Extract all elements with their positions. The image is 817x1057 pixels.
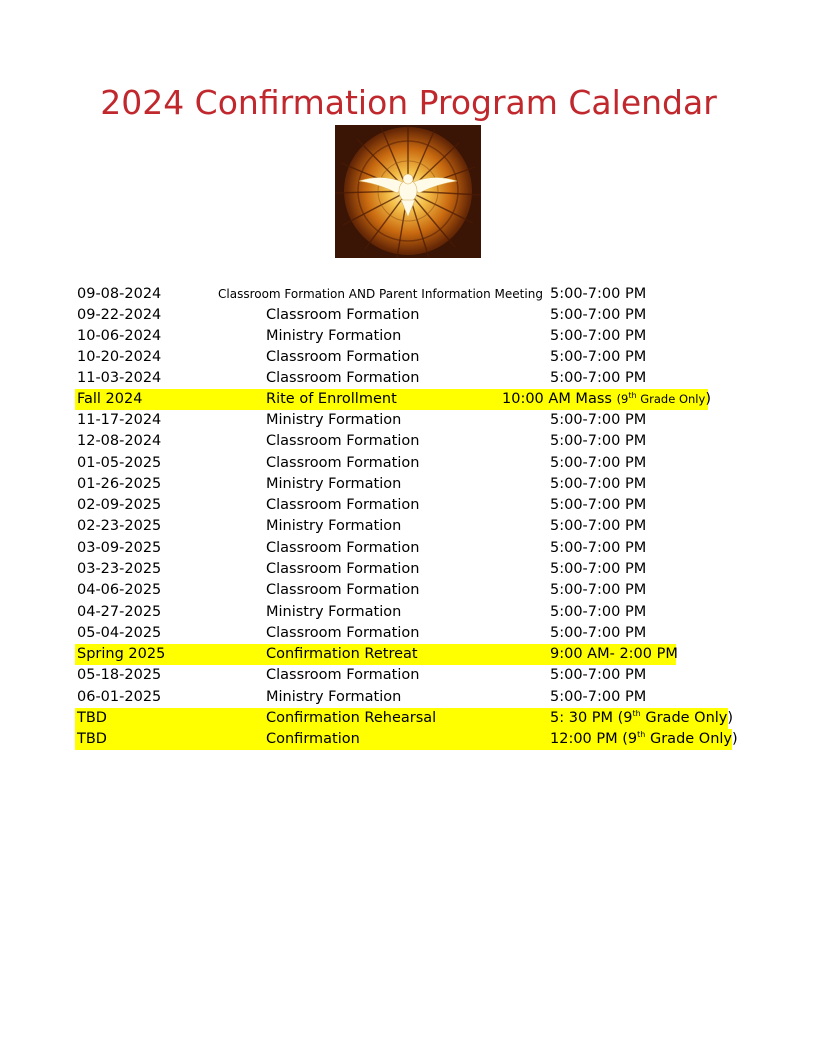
event-cell: Classroom Formation xyxy=(266,370,420,386)
event-cell: Classroom Formation xyxy=(266,349,420,365)
date-cell: TBD xyxy=(77,731,107,747)
time-cell: 5:00-7:00 PM xyxy=(550,497,647,513)
schedule-row xyxy=(0,665,817,686)
schedule-row xyxy=(0,347,817,368)
date-cell: 10-20-2024 xyxy=(77,349,162,365)
schedule-row xyxy=(0,602,817,623)
schedule-row xyxy=(0,495,817,516)
date-cell: 04-27-2025 xyxy=(77,604,162,620)
time-cell: 12:00 PM (9th Grade Only) xyxy=(550,730,738,747)
time-cell: 5:00-7:00 PM xyxy=(550,518,647,534)
schedule-row xyxy=(0,623,817,644)
event-cell: Ministry Formation xyxy=(266,476,402,492)
schedule-row-highlighted xyxy=(0,729,817,750)
time-main: 10:00 AM Mass xyxy=(502,391,612,407)
schedule-row xyxy=(0,474,817,495)
time-cell: 5:00-7:00 PM xyxy=(550,667,647,683)
event-cell: Ministry Formation xyxy=(266,518,402,534)
event-cell: Classroom Formation AND Parent Information Meeting xyxy=(218,287,543,301)
date-cell: 03-09-2025 xyxy=(77,540,162,556)
schedule-row xyxy=(0,410,817,431)
date-cell: 10-06-2024 xyxy=(77,328,162,344)
date-cell: 09-08-2024 xyxy=(77,286,162,302)
time-cell: 5:00-7:00 PM xyxy=(550,286,647,302)
date-cell: Fall 2024 xyxy=(77,391,143,407)
date-cell: 05-18-2025 xyxy=(77,667,162,683)
time-cell: 5:00-7:00 PM xyxy=(550,561,647,577)
event-cell: Ministry Formation xyxy=(266,604,402,620)
time-cell: 5:00-7:00 PM xyxy=(550,689,647,705)
holy-spirit-dove-window-image xyxy=(335,125,481,258)
date-cell: 11-17-2024 xyxy=(77,412,162,428)
event-cell: Classroom Formation xyxy=(266,455,420,471)
schedule-row xyxy=(0,431,817,452)
event-cell: Rite of Enrollment xyxy=(266,391,397,407)
schedule-row xyxy=(0,326,817,347)
event-cell: Classroom Formation xyxy=(266,667,420,683)
time-cell: 9:00 AM- 2:00 PM xyxy=(550,646,678,662)
schedule-row xyxy=(0,559,817,580)
event-cell: Confirmation Rehearsal xyxy=(266,710,437,726)
time-note: (9th Grade Only xyxy=(616,391,706,406)
event-cell: Ministry Formation xyxy=(266,689,402,705)
event-cell: Classroom Formation xyxy=(266,433,420,449)
time-cell: 5:00-7:00 PM xyxy=(550,604,647,620)
date-cell: TBD xyxy=(77,710,107,726)
time-cell: 5:00-7:00 PM xyxy=(550,412,647,428)
date-cell: 02-09-2025 xyxy=(77,497,162,513)
event-cell: Ministry Formation xyxy=(266,328,402,344)
date-cell: 02-23-2025 xyxy=(77,518,162,534)
schedule-row-highlighted xyxy=(0,708,817,729)
schedule-row xyxy=(0,538,817,559)
date-cell: 09-22-2024 xyxy=(77,307,162,323)
time-cell: 5:00-7:00 PM xyxy=(550,625,647,641)
time-cell: 5:00-7:00 PM xyxy=(550,455,647,471)
event-cell: Ministry Formation xyxy=(266,412,402,428)
date-cell: Spring 2025 xyxy=(77,646,166,662)
date-cell: 11-03-2024 xyxy=(77,370,162,386)
time-cell: 5:00-7:00 PM xyxy=(550,307,647,323)
date-cell: 03-23-2025 xyxy=(77,561,162,577)
page-title: 2024 Confirmation Program Calendar xyxy=(100,83,717,122)
schedule-row xyxy=(0,516,817,537)
schedule-row xyxy=(0,687,817,708)
schedule-row xyxy=(0,305,817,326)
event-cell: Classroom Formation xyxy=(266,582,420,598)
time-cell: 5:00-7:00 PM xyxy=(550,328,647,344)
event-cell: Classroom Formation xyxy=(266,625,420,641)
date-cell: 01-05-2025 xyxy=(77,455,162,471)
time-cell: 5:00-7:00 PM xyxy=(550,540,647,556)
schedule-row-highlighted xyxy=(0,644,817,665)
schedule-row xyxy=(0,368,817,389)
time-cell: 5:00-7:00 PM xyxy=(550,582,647,598)
time-cell: 5:00-7:00 PM xyxy=(550,370,647,386)
date-cell: 12-08-2024 xyxy=(77,433,162,449)
event-cell: Confirmation xyxy=(266,731,360,747)
time-cell: 5:00-7:00 PM xyxy=(550,433,647,449)
date-cell: 01-26-2025 xyxy=(77,476,162,492)
event-cell: Classroom Formation xyxy=(266,540,420,556)
time-cell: 10:00 AM Mass (9th Grade Only) xyxy=(502,391,711,407)
schedule-row xyxy=(0,580,817,601)
event-cell: Classroom Formation xyxy=(266,307,420,323)
date-cell: 06-01-2025 xyxy=(77,689,162,705)
date-cell: 05-04-2025 xyxy=(77,625,162,641)
event-cell: Confirmation Retreat xyxy=(266,646,418,662)
event-cell: Classroom Formation xyxy=(266,561,420,577)
schedule-row xyxy=(0,284,817,305)
schedule-row-highlighted xyxy=(0,389,817,410)
event-cell: Classroom Formation xyxy=(266,497,420,513)
schedule-row xyxy=(0,453,817,474)
time-cell: 5:00-7:00 PM xyxy=(550,349,647,365)
date-cell: 04-06-2025 xyxy=(77,582,162,598)
time-cell: 5:00-7:00 PM xyxy=(550,476,647,492)
time-cell: 5: 30 PM (9th Grade Only) xyxy=(550,709,734,726)
